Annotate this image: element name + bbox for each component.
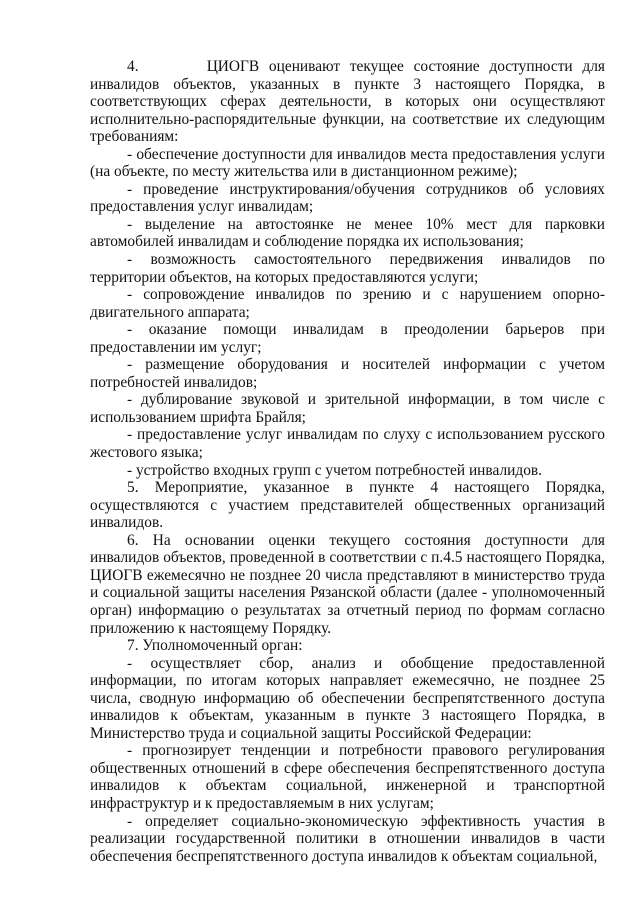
requirement-equipment: - размещение оборудования и носителей информации с учетом потребностей инвалидов;	[90, 356, 605, 391]
duty-collect-info: - осуществляет сбор, анализ и обобщение предоставленной информации, по итогам которых направляет ежемесячно, не позднее 25 числа, сводную информацию об обеспечении беспрепятственного доступа инвалидов к объектам, указанным в пункте 3 настоящего Порядка, в Министерство труда и социальной защиты Российской Федерации:	[90, 654, 605, 742]
paragraph-item-6: 6. На основании оценки текущего состояния доступности для инвалидов объектов, проведенной в соответствии с п.4.5 настоящего Порядка, ЦИОГВ ежемесячно не позднее 20 числа представляют в министерство труда и социальной защиты населения Рязанской области (далее - уполномоченный орган) информацию о результатах за отчетный период по формам согласно приложению к настоящему Порядку.	[90, 531, 605, 637]
requirement-service-access: - обеспечение доступности для инвалидов места предоставления услуги (на объекте, по месту жительства или в дистанционном режиме);	[90, 145, 605, 181]
paragraph-item-7: 7. Уполномоченный орган:	[127, 637, 303, 655]
requirement-parking: - выделение на автостоянке не менее 10% мест для парковки автомобилей инвалидам и соблюдение порядка их использования;	[90, 215, 605, 251]
requirement-escort: - сопровождение инвалидов по зрению и с нарушением опорно-двигательного аппарата;	[90, 286, 605, 321]
paragraph-item-5: 5. Мероприятие, указанное в пункте 4 настоящего Порядка, осуществляются с участием представителей общественных организаций инвалидов.	[90, 479, 605, 532]
duty-efficiency: - определяет социально-экономическую эффективность участия в реализации государственной политики в отношении инвалидов в части обеспечения беспрепятственного доступа инвалидов к объектам социальной,	[90, 812, 605, 865]
paragraph-item-4: 4. ЦИОГВ оценивают текущее состояние доступности для инвалидов объектов, указанных в пункте 3 настоящего Порядка, в соответствующих сферах деятельности, в которых они осуществляют исполнительно-распорядительные функции, на соответствие их следующим требованиям:	[90, 58, 605, 146]
document-page	[90, 58, 605, 865]
requirement-staff-training: - проведение инструктирования/обучения сотрудников об условиях предоставления услуг инвалидам;	[90, 180, 605, 216]
requirement-mobility: - возможность самостоятельного передвижения инвалидов по территории объектов, на которых предоставляются услуги;	[90, 251, 605, 286]
requirement-braille: - дублирование звуковой и зрительной информации, в том числе с использованием шрифта Брайля;	[90, 391, 605, 426]
requirement-barrier-help: - оказание помощи инвалидам в преодолении барьеров при предоставлении им услуг;	[90, 321, 605, 356]
duty-forecast: - прогнозирует тенденции и потребности правового регулирования общественных отношений в сфере обеспечения беспрепятственного доступа инвалидов к объектам социальной, инженерной и транспортной инфраструктур и к предоставляемым в них услугам;	[90, 742, 605, 812]
requirement-sign-language: - предоставление услуг инвалидам по слуху с использованием русского жестового языка;	[90, 426, 605, 462]
requirement-entrance: - устройство входных групп с учетом потребностей инвалидов.	[127, 461, 543, 479]
